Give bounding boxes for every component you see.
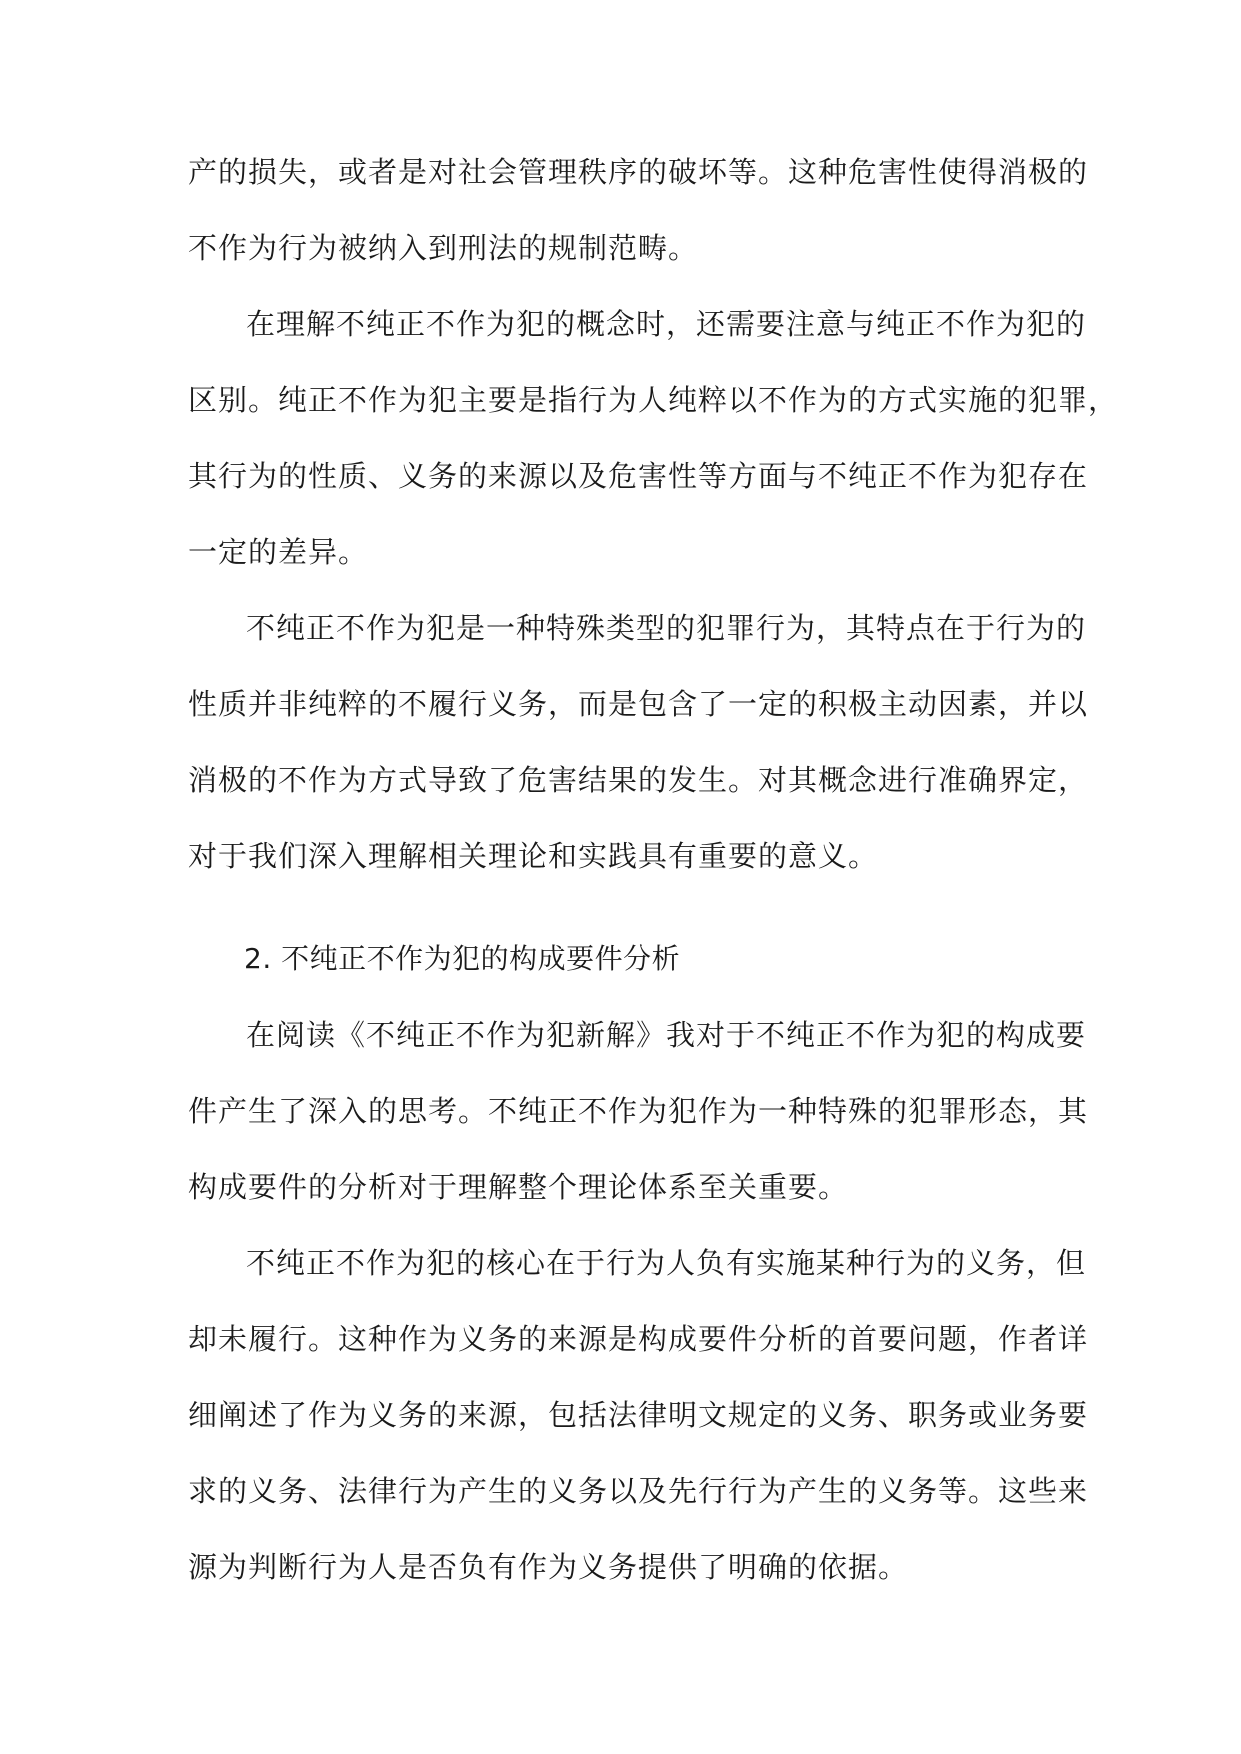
body-text-line: 却未履行。这种作为义务的来源是构成要件分析的首要问题，作者详 [188, 1322, 1089, 1356]
body-text-line: 不作为行为被纳入到刑法的规制范畴。 [188, 231, 699, 265]
paragraph-first-line: 不纯正不作为犯是一种特殊类型的犯罪行为，其特点在于行为的 [246, 611, 1087, 645]
body-text-line: 细阐述了作为义务的来源，包括法律明文规定的义务、职务或业务要 [188, 1398, 1089, 1432]
body-text-line: 构成要件的分析对于理解整个理论体系至关重要。 [188, 1170, 849, 1204]
body-text-line: 对于我们深入理解相关理论和实践具有重要的意义。 [188, 839, 879, 873]
body-text-line: 件产生了深入的思考。不纯正不作为犯作为一种特殊的犯罪形态，其 [188, 1094, 1089, 1128]
body-text-line: 一定的差异。 [188, 535, 369, 569]
paragraph-first-line: 在理解不纯正不作为犯的概念时，还需要注意与纯正不作为犯的 [246, 307, 1087, 341]
body-text-line: 其行为的性质、义务的来源以及危害性等方面与不纯正不作为犯存在 [188, 459, 1089, 493]
body-text-line: 消极的不作为方式导致了危害结果的发生。对其概念进行准确界定， [188, 763, 1089, 797]
body-text-line: 性质并非纯粹的不履行义务，而是包含了一定的积极主动因素，并以 [188, 687, 1089, 721]
body-text-line: 求的义务、法律行为产生的义务以及先行行为产生的义务等。这些来 [188, 1474, 1089, 1508]
paragraph-first-line: 在阅读《不纯正不作为犯新解》我对于不纯正不作为犯的构成要 [246, 1018, 1087, 1052]
body-text-line: 区别。纯正不作为犯主要是指行为人纯粹以不作为的方式实施的犯罪， [188, 383, 1119, 417]
paragraph-first-line: 不纯正不作为犯的核心在于行为人负有实施某种行为的义务，但 [246, 1246, 1087, 1280]
body-text-line: 源为判断行为人是否负有作为义务提供了明确的依据。 [188, 1550, 909, 1584]
section-heading: 2. 不纯正不作为犯的构成要件分析 [244, 942, 681, 975]
body-text-line: 产的损失，或者是对社会管理秩序的破坏等。这种危害性使得消极的 [188, 155, 1089, 189]
